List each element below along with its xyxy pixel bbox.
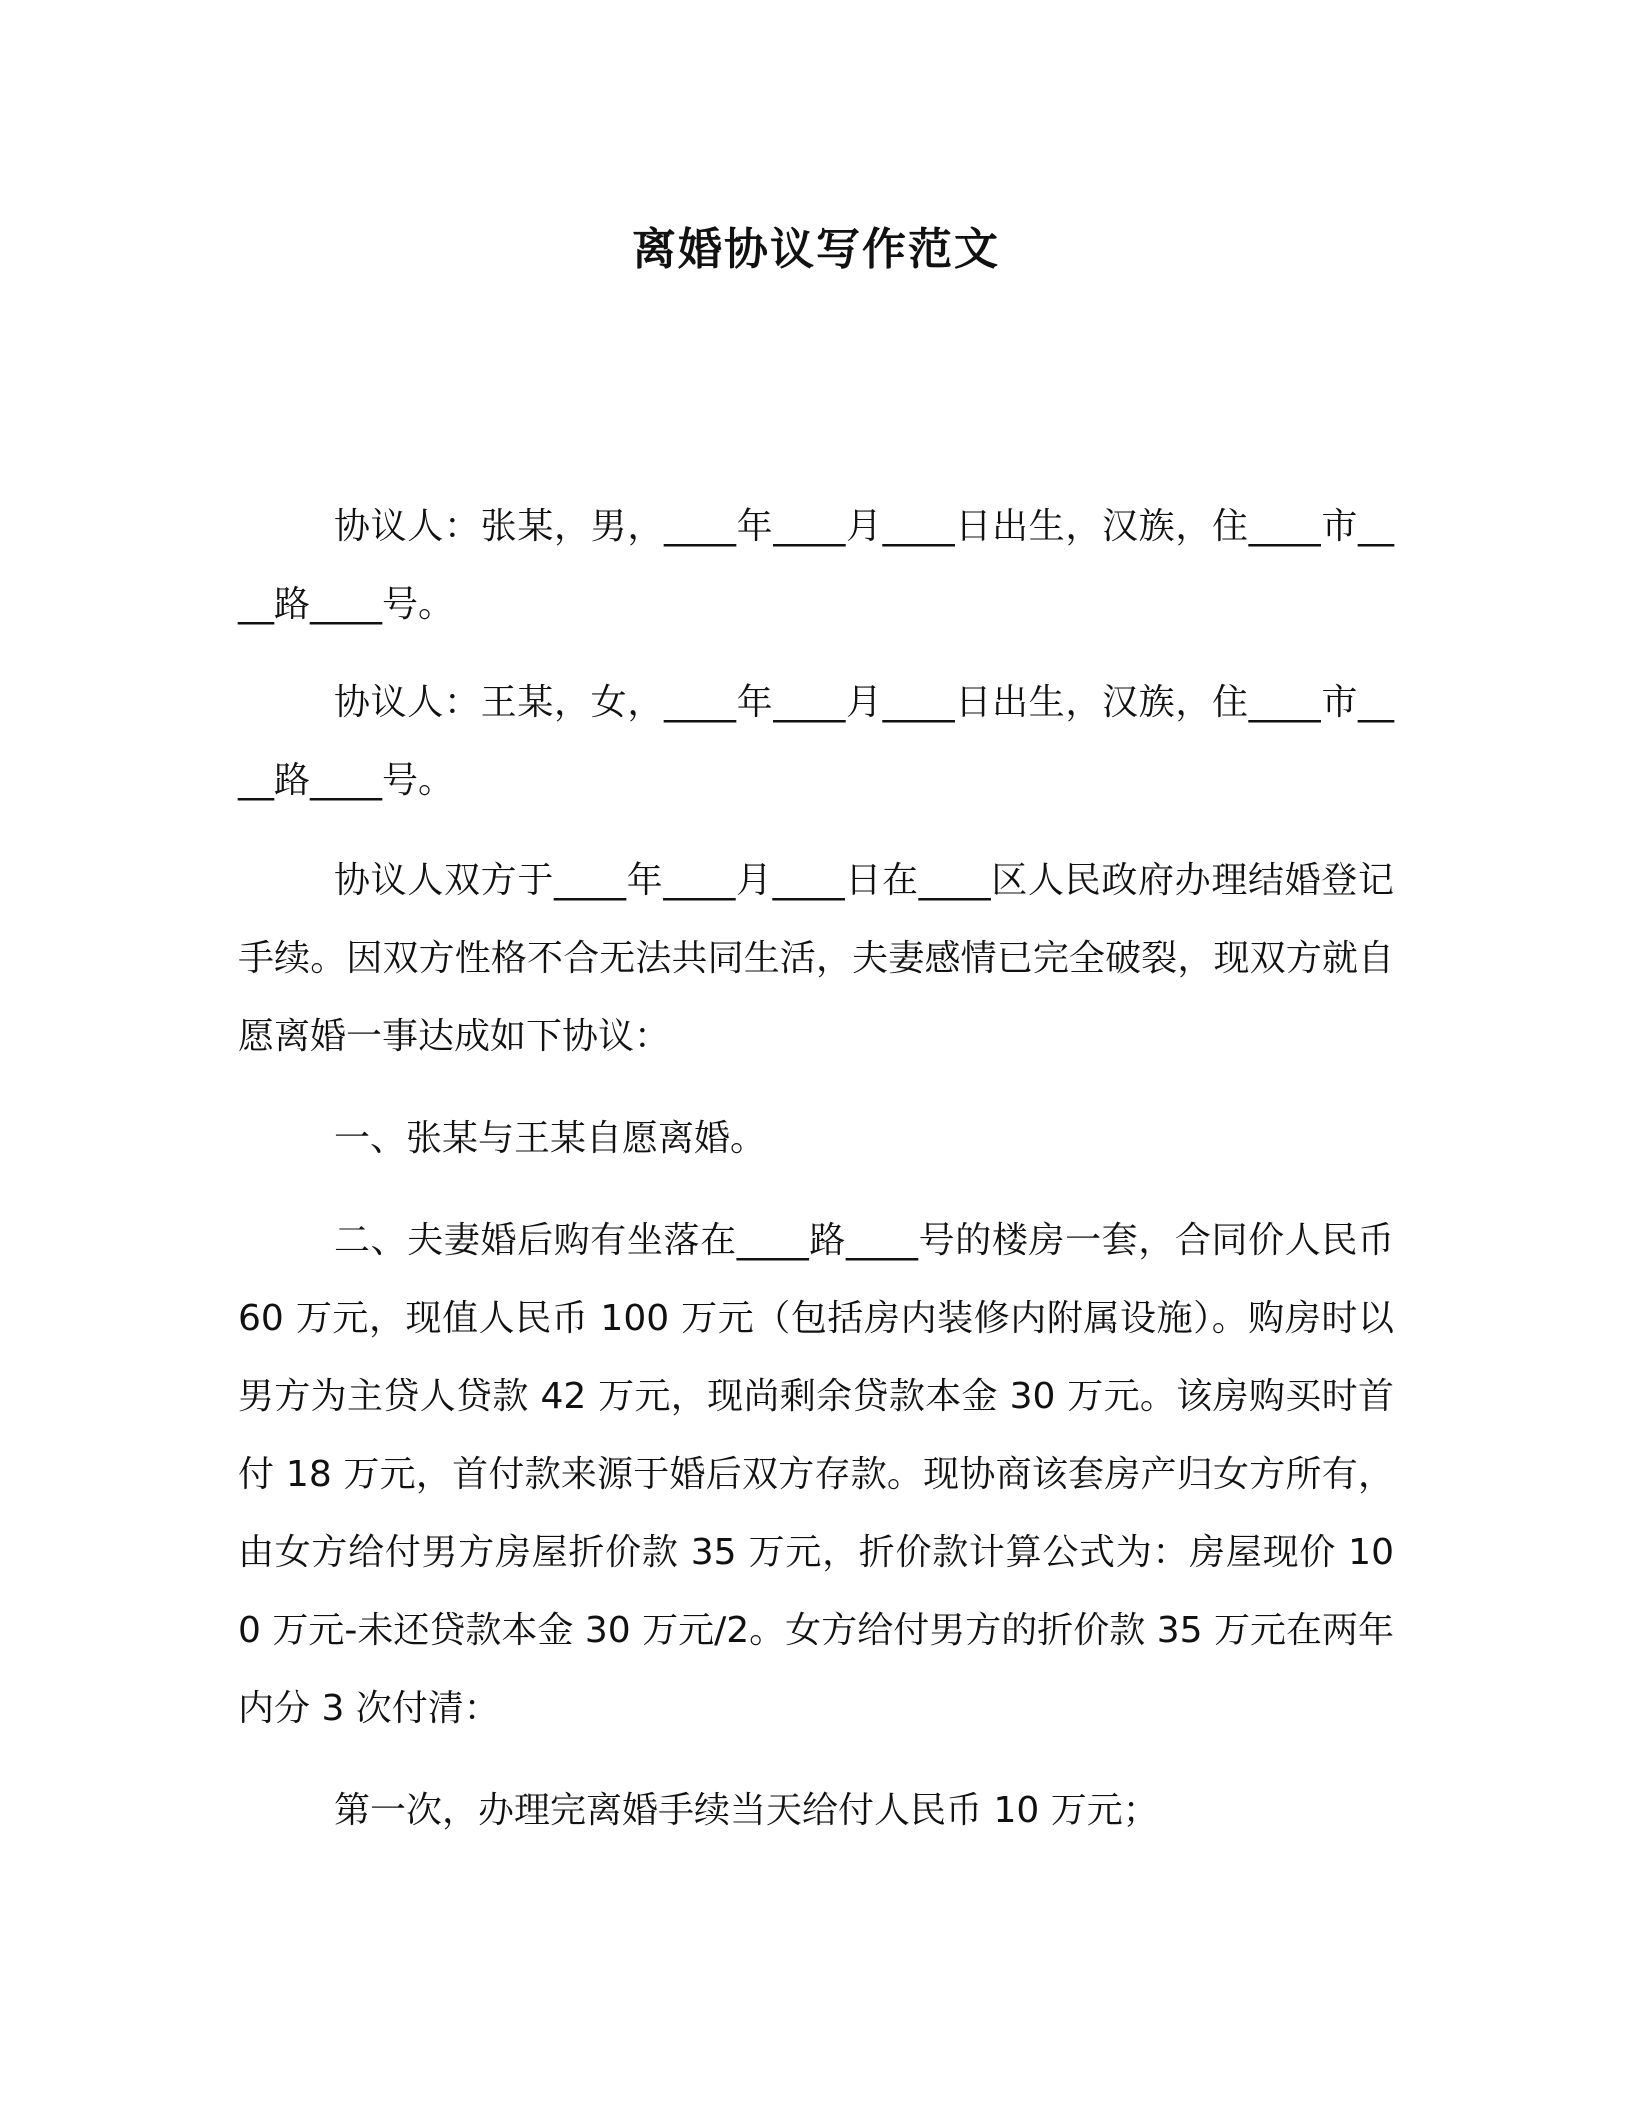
- paragraph-party-zhang: 协议人：张某，男，____年____月____日出生，汉族，住____市____路____号。: [238, 506, 1394, 625]
- paragraph-clause-one: 一、张某与王某自愿离婚。: [334, 1118, 767, 1159]
- paragraph-party-wang: 协议人：王某，女，____年____月____日出生，汉族，住____市____路____号。: [238, 682, 1394, 801]
- paragraph-marriage-background: 协议人双方于____年____月____日在____区人民政府办理结婚登记手续。因双方性格不合无法共同生活，夫妻感情已完全破裂，现双方就自愿离婚一事达成如下协议：: [238, 860, 1394, 1057]
- paragraph-first-payment: 第一次，办理完离婚手续当天给付人民币 10 万元；: [334, 1790, 1159, 1831]
- document-title: 离婚协议写作范文: [632, 224, 1000, 275]
- document-body: [238, 488, 1394, 1874]
- paragraph-clause-two-property: 二、夫妻婚后购有坐落在____路____号的楼房一套，合同价人民币 60 万元，现值人民币 100 万元（包括房内装修内附属设施）。购房时以男方为主贷人贷款 42 万元，现尚剩余贷款本金 30 万元。该房购买时首付 18 万元，首付款来源于婚后双方存款。现协商该套房产归女方所有，由女方给付男方房屋折价款 35 万元，折价款计算公式为：房屋现价 100 万元-未还贷款本金 30 万元/2。女方给付男方的折价款 35 万元在两年内分 3 次付清：: [238, 1220, 1394, 1729]
